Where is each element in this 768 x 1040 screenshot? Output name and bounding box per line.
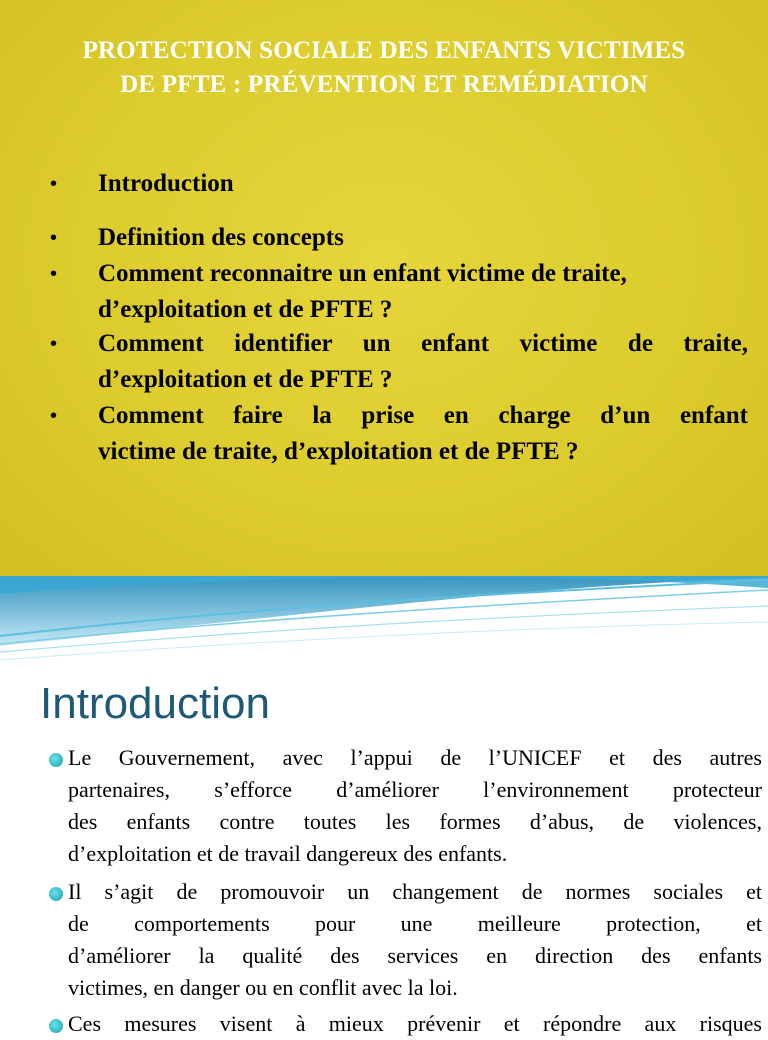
bullet-icon: • bbox=[50, 405, 58, 427]
title-line: DE PFTE : PRÉVENTION ET REMÉDIATION bbox=[120, 71, 648, 98]
agenda-item-text bbox=[98, 398, 748, 470]
paragraph-line: Ces mesures visent à mieux prévenir et répondre aux risques bbox=[68, 1011, 762, 1036]
agenda-item-text bbox=[98, 166, 748, 202]
agenda-line: Comment reconnaitre un enfant victime de traite, bbox=[98, 260, 627, 287]
agenda-line: Comment identifier un enfant victime de traite, bbox=[98, 330, 748, 357]
bullet-icon: • bbox=[50, 227, 58, 249]
paragraph-line: de comportements pour une meilleure protection, et bbox=[68, 911, 762, 936]
agenda-item-text bbox=[98, 256, 748, 328]
agenda-item-text bbox=[98, 326, 748, 398]
bullet-icon: • bbox=[50, 263, 58, 285]
paragraph-line: Le Gouvernement, avec l’appui de l’UNICEF et des autres bbox=[68, 745, 762, 770]
agenda-line: victime de traite, d’exploitation et de PFTE ? bbox=[98, 438, 579, 465]
bullet-dot-icon bbox=[49, 753, 63, 767]
slide-2-title: Introduction bbox=[40, 679, 270, 728]
bullet-dot-icon bbox=[49, 887, 63, 901]
paragraph-line: victimes, en danger ou en conflit avec la loi. bbox=[68, 975, 458, 1000]
agenda-line: Definition des concepts bbox=[98, 224, 344, 251]
agenda-line: d’exploitation et de PFTE ? bbox=[98, 366, 393, 393]
paragraph-line: d’exploitation et de travail dangereux des enfants. bbox=[68, 841, 508, 866]
paragraph-line: d’améliorer la qualité des services en direction des enfants bbox=[68, 943, 762, 968]
paragraph-text bbox=[68, 876, 762, 1004]
agenda-line: d’exploitation et de PFTE ? bbox=[98, 296, 393, 323]
agenda-line: Introduction bbox=[98, 170, 234, 197]
paragraph-line: des enfants contre toutes les formes d’abus, de violences, bbox=[68, 809, 762, 834]
bullet-dot-icon bbox=[49, 1019, 63, 1033]
paragraph-line: Il s’agit de promouvoir un changement de normes sociales et bbox=[68, 879, 762, 904]
title-line: PROTECTION SOCIALE DES ENFANTS VICTIMES bbox=[82, 37, 686, 64]
paragraph-line: partenaires, s’efforce d’améliorer l’environnement protecteur bbox=[68, 777, 762, 802]
paragraph-text bbox=[68, 742, 762, 870]
bullet-icon: • bbox=[50, 173, 58, 195]
paragraph-text bbox=[68, 1008, 762, 1040]
bullet-icon: • bbox=[50, 333, 58, 355]
agenda-item-text bbox=[98, 220, 748, 256]
agenda-line: Comment faire la prise en charge d’un enfant bbox=[98, 402, 748, 429]
wave-decoration bbox=[0, 576, 768, 662]
